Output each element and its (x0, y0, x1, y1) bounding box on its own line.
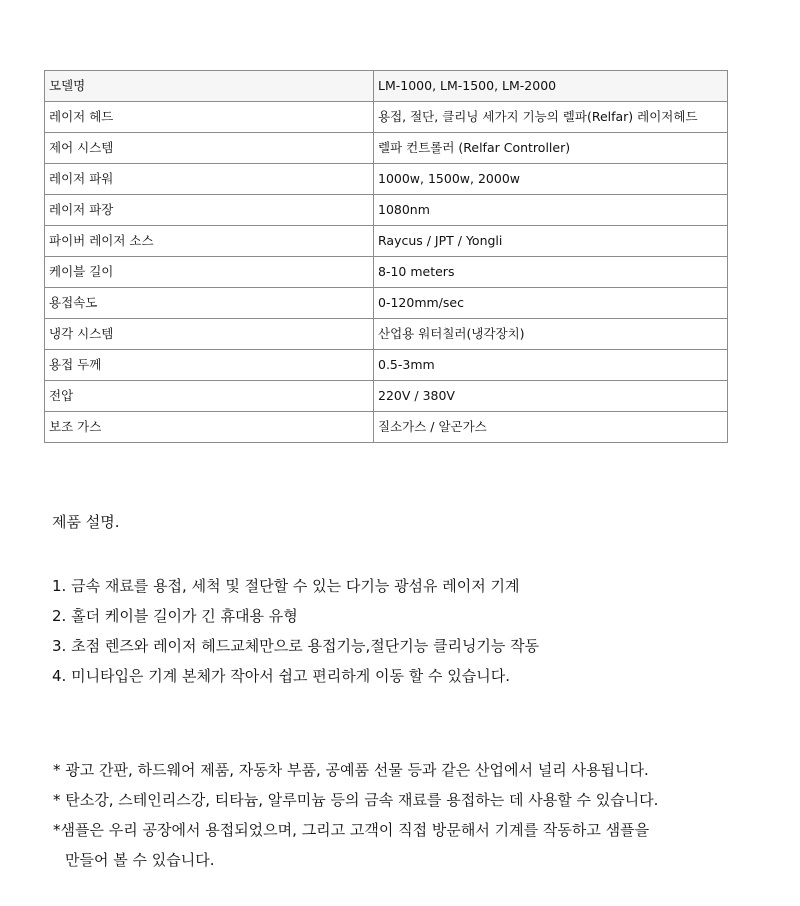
spec-row (45, 350, 728, 381)
spec-row (45, 102, 728, 133)
spec-row (45, 164, 728, 195)
spec-value: 0.5-3mm (374, 350, 728, 381)
description-item: 1. 금속 재료를 용접, 세척 및 절단할 수 있는 다기능 광섬유 레이저 기계 (52, 577, 520, 595)
spec-row (45, 257, 728, 288)
spec-value: 1000w, 1500w, 2000w (374, 164, 728, 195)
spec-row (45, 226, 728, 257)
spec-label: 케이블 길이 (45, 257, 374, 288)
spec-label: 레이저 파워 (45, 164, 374, 195)
spec-label: 레이저 헤드 (45, 102, 374, 133)
note-text: * 탄소강, 스테인리스강, 티타늄, 알루미늄 등의 금속 재료를 용접하는 데 사용할 수 있습니다. (53, 791, 659, 809)
note-item (53, 785, 658, 815)
spec-value: 8-10 meters (374, 257, 728, 288)
spec-label: 모델명 (45, 71, 374, 102)
spec-value: 220V / 380V (374, 381, 728, 412)
note-item (53, 815, 658, 875)
spec-row (45, 381, 728, 412)
spec-label: 냉각 시스템 (45, 319, 374, 350)
spec-value: 질소가스 / 알곤가스 (374, 412, 728, 443)
spec-value: Raycus / JPT / Yongli (374, 226, 728, 257)
spec-table-body (45, 71, 728, 443)
spec-value: 용접, 절단, 클리닝 세가지 기능의 렐파(Relfar) 레이저헤드 (374, 102, 728, 133)
note-text: * 광고 간판, 하드웨어 제품, 자동차 부품, 공예품 선물 등과 같은 산업에서 널리 사용됩니다. (53, 761, 649, 779)
spec-table (44, 70, 728, 443)
note-item (53, 755, 658, 785)
description-list (52, 571, 539, 691)
spec-row (45, 412, 728, 443)
spec-label: 보조 가스 (45, 412, 374, 443)
spec-value: LM-1000, LM-1500, LM-2000 (374, 71, 728, 102)
spec-label: 파이버 레이저 소스 (45, 226, 374, 257)
description-item: 4. 미니타입은 기계 본체가 작아서 쉽고 편리하게 이동 할 수 있습니다. (52, 667, 510, 685)
note-text: *샘플은 우리 공장에서 용접되었으며, 그리고 고객이 직접 방문해서 기계를 작동하고 샘플을 (53, 821, 650, 839)
spec-label: 제어 시스템 (45, 133, 374, 164)
spec-row (45, 133, 728, 164)
spec-row (45, 288, 728, 319)
spec-value: 1080nm (374, 195, 728, 226)
spec-label: 용접속도 (45, 288, 374, 319)
spec-row (45, 319, 728, 350)
spec-label: 레이저 파장 (45, 195, 374, 226)
spec-label: 전압 (45, 381, 374, 412)
spec-row (45, 71, 728, 102)
description-title: 제품 설명. (52, 513, 120, 531)
description-item: 3. 초점 렌즈와 레이저 헤드교체만으로 용접기능,절단기능 클리닝기능 작동 (52, 637, 540, 655)
spec-value: 렐파 컨트롤러 (Relfar Controller) (374, 133, 728, 164)
spec-row (45, 195, 728, 226)
spec-value: 0-120mm/sec (374, 288, 728, 319)
spec-label: 용접 두께 (45, 350, 374, 381)
description-item: 2. 홀더 케이블 길이가 긴 휴대용 유형 (52, 607, 298, 625)
notes-list (53, 755, 658, 875)
note-text-continued: 만들어 볼 수 있습니다. (65, 851, 215, 869)
spec-value: 산업용 워터칠러(냉각장치) (374, 319, 728, 350)
